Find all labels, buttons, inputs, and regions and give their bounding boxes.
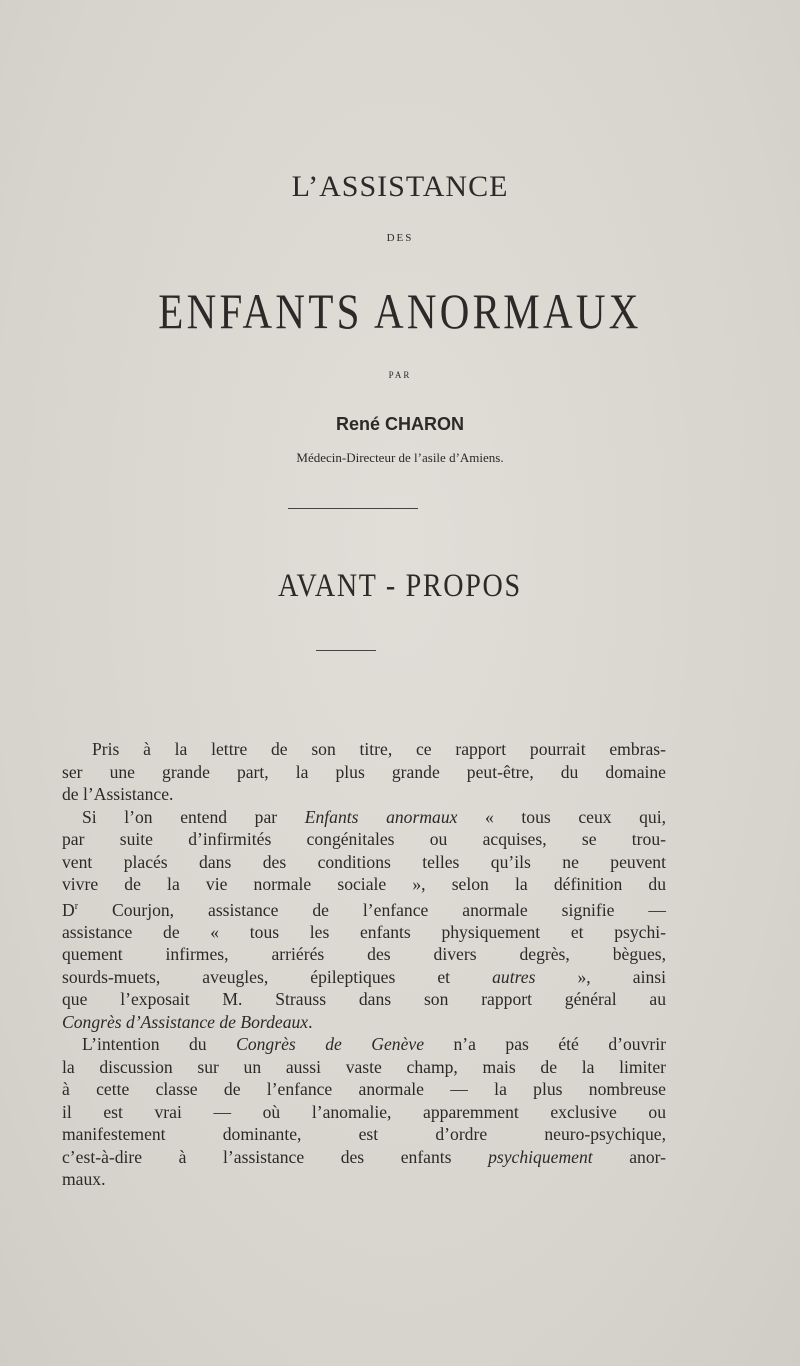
paragraph-3	[62, 1033, 666, 1191]
text-line: assistance de « tous les enfants physiquement et psychi-	[62, 921, 666, 942]
text-line: sourds-muets, aveugles, épileptiques et autres », ainsi	[62, 966, 666, 987]
text-line: la discussion sur un aussi vaste champ, mais de la limiter	[62, 1056, 666, 1077]
text-line: Congrès d’Assistance de Bordeaux.	[62, 1011, 313, 1032]
text-line: il est vrai — où l’anomalie, apparemment exclusive ou	[62, 1101, 666, 1122]
by-label: PAR	[388, 370, 412, 380]
text-line: que l’exposait M. Strauss dans son rapport général au	[62, 989, 666, 1010]
divider-rule-2	[316, 650, 376, 651]
italic-term: Congrès d’Assistance de Bordeaux	[62, 1011, 309, 1032]
body-text	[62, 738, 666, 1191]
italic-term: psychiquement	[488, 1146, 593, 1167]
text-line: Pris à la lettre de son titre, ce rapport pourrait embras-	[92, 739, 666, 759]
italic-term: autres	[492, 966, 536, 987]
italic-term: Congrès de Genève	[236, 1034, 425, 1055]
text-line: maux.	[62, 1169, 106, 1190]
text-line: ser une grande part, la plus grande peut-être, du domaine	[62, 761, 666, 782]
text-line: par suite d’infirmités congénitales ou acquises, se trou-	[62, 829, 666, 849]
text-line: L’intention du Congrès de Genève n’a pas été d’ouvrir	[82, 1034, 666, 1055]
italic-term: Enfants anormaux	[304, 806, 458, 827]
text-line: $D^r$ Courjon, assistance de l’enfance anormale signifie —	[62, 899, 666, 920]
paragraph-1	[62, 738, 666, 806]
title-line-1: L’ASSISTANCE	[291, 170, 509, 203]
text-line: de l’Assistance.	[62, 784, 174, 804]
text-line: c’est-à-dire à l’assistance des enfants psychiquement anor-	[62, 1146, 666, 1167]
text-line: quement infirmes, arriérés des divers degrès, bègues,	[62, 944, 666, 965]
text-line: vivre de la vie normale sociale », selon la définition du	[62, 874, 666, 894]
title-line-2: DES	[386, 232, 414, 244]
text-line: manifestement dominante, est d’ordre neuro-psychique,	[62, 1124, 666, 1145]
text-line: à cette classe de l’enfance anormale — la plus nombreuse	[62, 1079, 666, 1100]
paragraph-2	[62, 806, 666, 1034]
main-title: ENFANTS ANORMAUX	[158, 283, 642, 339]
text-line: Si l’on entend par Enfants anormaux « tous ceux qui,	[82, 806, 667, 827]
section-heading: AVANT - PROPOS	[278, 568, 522, 604]
author-role: Médecin-Directeur de l’asile d’Amiens.	[296, 450, 504, 465]
divider-rule-1	[288, 508, 418, 509]
author-name: René CHARON	[335, 414, 464, 434]
text-line: vent placés dans des conditions telles qu’ils ne peuvent	[62, 851, 666, 872]
